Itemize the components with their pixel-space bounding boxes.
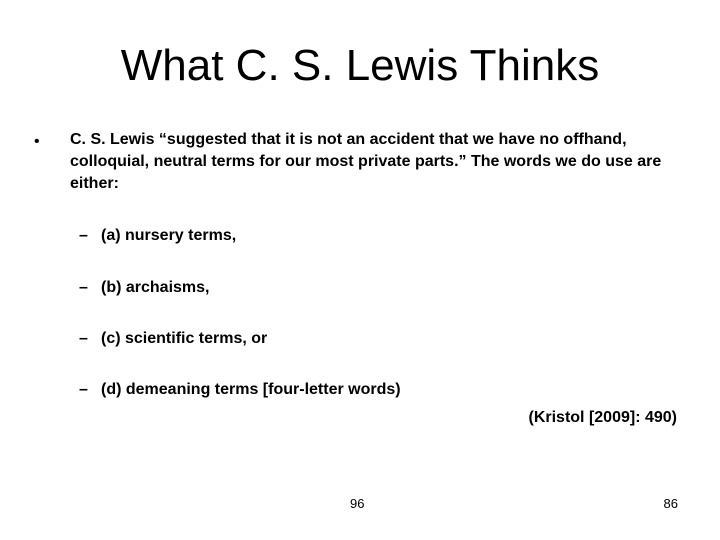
sub-item-b <box>79 278 209 298</box>
dash-icon: – <box>79 279 88 296</box>
dash-icon: – <box>79 227 88 244</box>
sub-item-d <box>79 380 401 400</box>
sub-item-c <box>79 329 267 349</box>
page-number-right: 86 <box>663 496 678 511</box>
main-bullet-text: C. S. Lewis “suggested that it is not an accident that we have no offhand, colloquial, neutral terms for our most private parts.” The words we do use are either: <box>70 131 662 192</box>
sub-item-label: (d) demeaning terms [four-letter words) <box>101 381 401 398</box>
dash-icon: – <box>79 381 88 398</box>
sub-item-label: (b) archaisms, <box>101 279 210 296</box>
page-number-center: 96 <box>350 496 365 511</box>
citation: (Kristol [2009]: 490) <box>528 409 677 426</box>
dash-icon: – <box>79 330 88 347</box>
sub-item-label: (a) nursery terms, <box>101 227 237 244</box>
slide-title: What C. S. Lewis Thinks <box>120 41 600 90</box>
sub-item-a <box>79 226 236 246</box>
bullet-icon: • <box>34 133 40 150</box>
sub-item-label: (c) scientific terms, or <box>101 330 268 347</box>
